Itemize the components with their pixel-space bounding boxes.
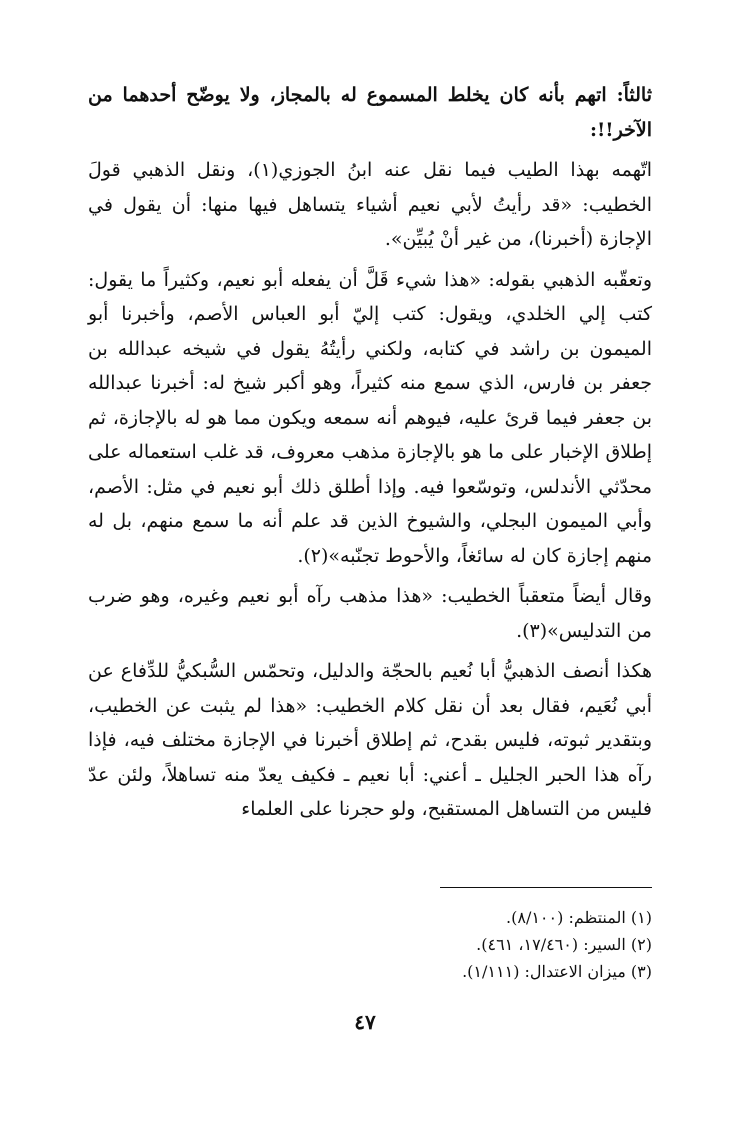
paragraph-4 xyxy=(88,579,652,648)
paragraph-1 xyxy=(88,78,652,147)
paragraph-5-text: هكذا أنصف الذهبيُّ أبا نُعيم بالحجّة والدليل، وتحمّس السُّبكيُّ للدِّفاع عن أبي نُعَيم، فقال بعد أن نقل كلام الخطيب: «هذا لم يثبت عن الخطيب، وبتقدير ثبوته، فليس بقدح، ثم إطلاق أخبرنا في الإجازة مختلف فيه، فإذا رآه هذا الحبر الجليل ـ أعني: أبا نعيم ـ فكيف يعدّ منه تساهلاً، ولئن عدّ فليس من التساهل المستقبح، ولو حجرنا على العلماء xyxy=(88,660,652,820)
page-number: ٤٧ xyxy=(354,1010,376,1034)
paragraph-3 xyxy=(88,263,652,574)
paragraph-1-heading: ثالثاً: اتهم بأنه كان يخلط المسموع له بالمجاز، ولا يوضّح أحدهما من الآخر!!: xyxy=(88,84,652,141)
footnote-separator xyxy=(440,887,652,888)
paragraph-2-text: اتّهمه بهذا الطيب فيما نقل عنه ابنُ الجوزي(١)، ونقل الذهبي قولَ الخطيب: «قد رأيتُ لأبي نعيم أشياء يتساهل فيها منها: أن يقول في الإجازة (أخبرنا)، من غير أنْ يُبيِّن». xyxy=(88,159,652,250)
paragraph-5 xyxy=(88,654,652,827)
paragraph-4-text: وقال أيضاً متعقباً الخطيب: «هذا مذهب رآه أبو نعيم وغيره، وهو ضرب من التدليس»(٣). xyxy=(88,585,652,642)
footnote-2: (٢) السير: (١٧/٤٦٠، ٤٦١). xyxy=(476,935,652,954)
footnotes xyxy=(92,904,652,985)
footnote-3: (٣) ميزان الاعتدال: (١/١١١). xyxy=(462,962,652,981)
paragraph-3-text: وتعقّبه الذهبي بقوله: «هذا شيء قَلَّ أن يفعله أبو نعيم، وكثيراً ما يقول: كتب إلي الخلدي، ويقول: كتب إليّ أبو العباس الأصم، وأخبرنا أبو الميمون بن راشد في كتابه، ولكني رأيتُهُ يقول في شيخه عبدالله بن جعفر بن فارس، الذي سمع منه كثيراً، وهو أكبر شيخ له: أخبرنا عبدالله بن جعفر فيما قرئ عليه، فيوهم أنه سمعه ويكون مما هو له بالإجازة، ثم إطلاق الإخبار على ما هو بالإجازة مذهب معروف، قد غلب استعماله على محدّثي الأندلس، وتوسّعوا فيه. وإذا أطلق ذلك أبو نعيم في مثل: الأصم، وأبي الميمون البجلي، والشيوخ الذين قد علم أنه ما سمع منهم، بل له منهم إجازة كان له سائغاً، والأحوط تجنّبه»(٢). xyxy=(88,268,652,567)
paragraph-2 xyxy=(88,153,652,257)
footnote-1: (١) المنتظم: (٨/١٠٠). xyxy=(506,908,652,927)
